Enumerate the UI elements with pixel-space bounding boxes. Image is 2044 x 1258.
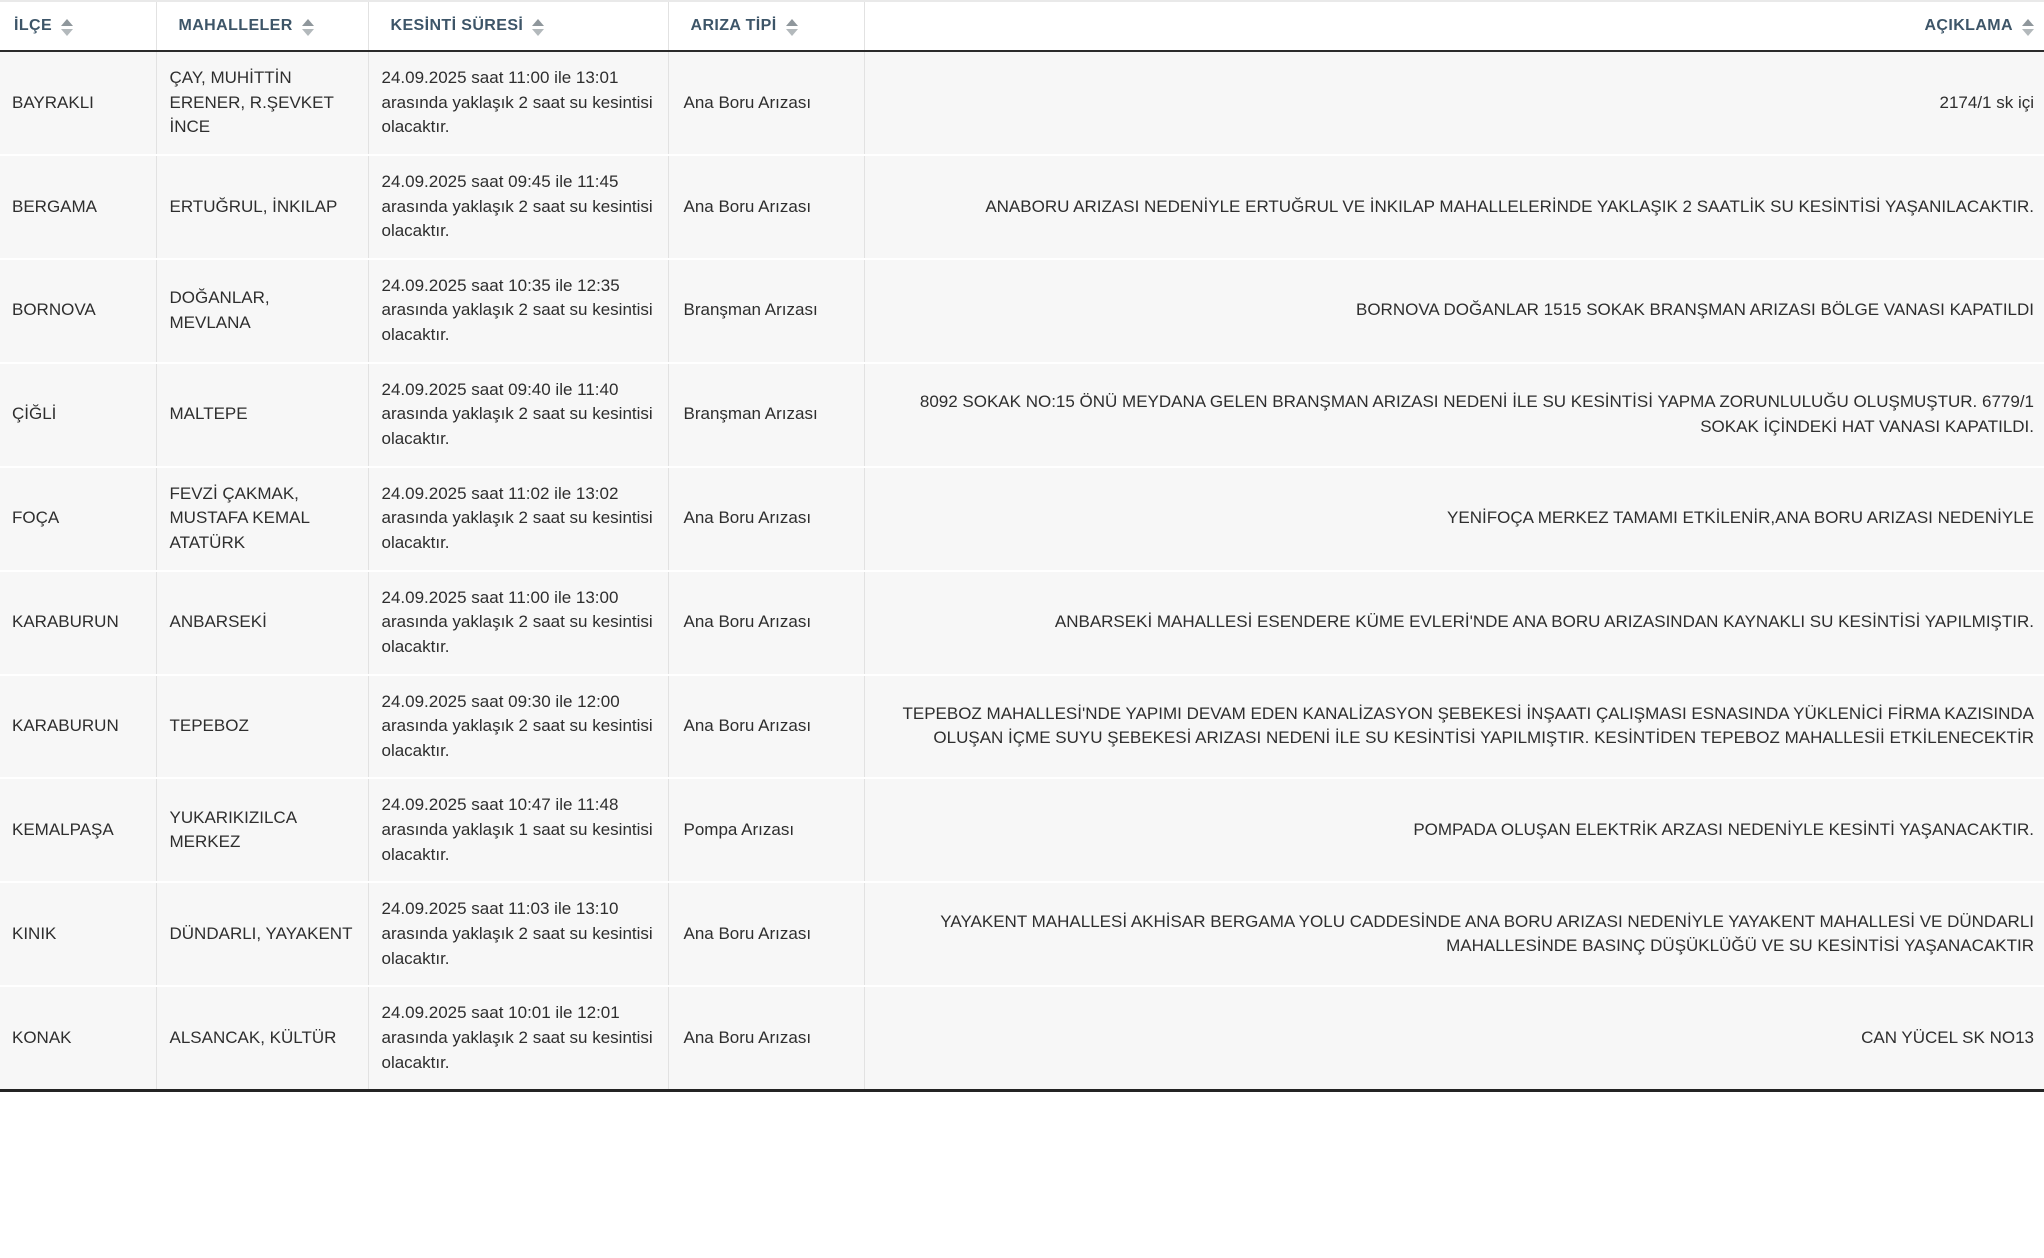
table-row	[0, 571, 2044, 675]
table-row	[0, 363, 2044, 467]
table-row	[0, 155, 2044, 259]
column-header-mahalleler-label: MAHALLELER	[178, 17, 293, 34]
header-row	[0, 1, 2044, 51]
column-header-ariza-tipi-label: ARIZA TİPİ	[690, 17, 777, 34]
sort-arrows-icon	[61, 19, 73, 36]
cell-aciklama: POMPADA OLUŞAN ELEKTRİK ARZASI NEDENİYLE KESİNTİ YAŞANACAKTIR.	[864, 778, 2044, 882]
cell-aciklama: ANABORU ARIZASI NEDENİYLE ERTUĞRUL VE İNKILAP MAHALLELERİNDE YAKLAŞIK 2 SAATLİK SU KESİNTİSİ YAŞANILACAKTIR.	[864, 155, 2044, 259]
cell-ariza-tipi: Ana Boru Arızası	[668, 467, 864, 571]
cell-kesinti-suresi: 24.09.2025 saat 11:00 ile 13:01 arasında yaklaşık 2 saat su kesintisi olacaktır.	[368, 51, 668, 155]
cell-aciklama: ANBARSEKİ MAHALLESİ ESENDERE KÜME EVLERİ'NDE ANA BORU ARIZASINDAN KAYNAKLI SU KESİNTİSİ YAPILMIŞTIR.	[864, 571, 2044, 675]
cell-aciklama: 8092 SOKAK NO:15 ÖNÜ MEYDANA GELEN BRANŞMAN ARIZASI NEDENİ İLE SU KESİNTİSİ YAPMA ZORUNLULUĞU OLUŞMUŞTUR. 6779/1 SOKAK İÇİNDEKİ HAT VANASI KAPATILDI.	[864, 363, 2044, 467]
column-header-aciklama[interactable]	[864, 1, 2044, 51]
column-header-kesinti-suresi-label: KESİNTİ SÜRESİ	[390, 17, 524, 34]
cell-mahalleler: DOĞANLAR, MEVLANA	[156, 259, 368, 363]
cell-ariza-tipi: Pompa Arızası	[668, 778, 864, 882]
sort-arrows-icon	[786, 19, 798, 36]
cell-ilce: KEMALPAŞA	[0, 778, 156, 882]
cell-aciklama: YAYAKENT MAHALLESİ AKHİSAR BERGAMA YOLU CADDESİNDE ANA BORU ARIZASI NEDENİYLE YAYAKENT MAHALLESİ VE DÜNDARLI MAHALLESİNDE BASINÇ DÜŞÜKLÜĞÜ VE SU KESİNTİSİ YAŞANACAKTIR	[864, 882, 2044, 986]
cell-aciklama: BORNOVA DOĞANLAR 1515 SOKAK BRANŞMAN ARIZASI BÖLGE VANASI KAPATILDI	[864, 259, 2044, 363]
cell-mahalleler: ALSANCAK, KÜLTÜR	[156, 986, 368, 1090]
cell-mahalleler: ANBARSEKİ	[156, 571, 368, 675]
table-header	[0, 1, 2044, 51]
column-header-ilce[interactable]	[0, 1, 156, 51]
cell-kesinti-suresi: 24.09.2025 saat 11:00 ile 13:00 arasında yaklaşık 2 saat su kesintisi olacaktır.	[368, 571, 668, 675]
table-row	[0, 778, 2044, 882]
cell-ariza-tipi: Ana Boru Arızası	[668, 571, 864, 675]
cell-aciklama: TEPEBOZ MAHALLESİ'NDE YAPIMI DEVAM EDEN KANALİZASYON ŞEBEKESİ İNŞAATI ÇALIŞMASI ESNASINDA YÜKLENİCİ FİRMA KAZISINDA OLUŞAN İÇME SUYU ŞEBEKESİ ARIZASI NEDENİ İLE SU KESİNTİSİ YAPILMIŞTIR. KESİNTİDEN TEPEBOZ MAHALLESİİ ETKİLENECEKTİR	[864, 675, 2044, 779]
cell-ilce: BAYRAKLI	[0, 51, 156, 155]
cell-mahalleler: YUKARIKIZILCA MERKEZ	[156, 778, 368, 882]
cell-ariza-tipi: Branşman Arızası	[668, 259, 864, 363]
cell-ilce: BERGAMA	[0, 155, 156, 259]
column-header-ariza-tipi[interactable]	[668, 1, 864, 51]
cell-ilce: KINIK	[0, 882, 156, 986]
cell-mahalleler: ERTUĞRUL, İNKILAP	[156, 155, 368, 259]
cell-kesinti-suresi: 24.09.2025 saat 11:03 ile 13:10 arasında yaklaşık 2 saat su kesintisi olacaktır.	[368, 882, 668, 986]
cell-aciklama: CAN YÜCEL SK NO13	[864, 986, 2044, 1090]
outage-table-body	[0, 51, 2044, 1091]
cell-ilce: FOÇA	[0, 467, 156, 571]
cell-mahalleler: TEPEBOZ	[156, 675, 368, 779]
cell-mahalleler: ÇAY, MUHİTTİN ERENER, R.ŞEVKET İNCE	[156, 51, 368, 155]
cell-ariza-tipi: Ana Boru Arızası	[668, 675, 864, 779]
cell-mahalleler: MALTEPE	[156, 363, 368, 467]
cell-aciklama: 2174/1 sk içi	[864, 51, 2044, 155]
cell-kesinti-suresi: 24.09.2025 saat 11:02 ile 13:02 arasında yaklaşık 2 saat su kesintisi olacaktır.	[368, 467, 668, 571]
cell-ilce: ÇİĞLİ	[0, 363, 156, 467]
cell-kesinti-suresi: 24.09.2025 saat 09:30 ile 12:00 arasında yaklaşık 2 saat su kesintisi olacaktır.	[368, 675, 668, 779]
cell-ariza-tipi: Ana Boru Arızası	[668, 986, 864, 1090]
cell-mahalleler: DÜNDARLI, YAYAKENT	[156, 882, 368, 986]
cell-ariza-tipi: Branşman Arızası	[668, 363, 864, 467]
table-row	[0, 986, 2044, 1090]
cell-kesinti-suresi: 24.09.2025 saat 10:47 ile 11:48 arasında yaklaşık 1 saat su kesintisi olacaktır.	[368, 778, 668, 882]
sort-arrows-icon	[302, 19, 314, 36]
cell-kesinti-suresi: 24.09.2025 saat 09:40 ile 11:40 arasında yaklaşık 2 saat su kesintisi olacaktır.	[368, 363, 668, 467]
cell-ilce: KARABURUN	[0, 675, 156, 779]
column-header-mahalleler[interactable]	[156, 1, 368, 51]
sort-arrows-icon	[532, 19, 544, 36]
cell-kesinti-suresi: 24.09.2025 saat 09:45 ile 11:45 arasında yaklaşık 2 saat su kesintisi olacaktır.	[368, 155, 668, 259]
table-row	[0, 675, 2044, 779]
cell-ilce: KARABURUN	[0, 571, 156, 675]
column-header-ilce-label: İLÇE	[14, 17, 53, 34]
cell-ariza-tipi: Ana Boru Arızası	[668, 155, 864, 259]
cell-ilce: BORNOVA	[0, 259, 156, 363]
column-header-aciklama-label: AÇIKLAMA	[1924, 17, 2013, 34]
cell-mahalleler: FEVZİ ÇAKMAK, MUSTAFA KEMAL ATATÜRK	[156, 467, 368, 571]
cell-ariza-tipi: Ana Boru Arızası	[668, 882, 864, 986]
table-row	[0, 51, 2044, 155]
column-header-kesinti-suresi[interactable]	[368, 1, 668, 51]
sort-arrows-icon	[2022, 19, 2034, 36]
cell-ariza-tipi: Ana Boru Arızası	[668, 51, 864, 155]
cell-aciklama: YENİFOÇA MERKEZ TAMAMI ETKİLENİR,ANA BORU ARIZASI NEDENİYLE	[864, 467, 2044, 571]
cell-kesinti-suresi: 24.09.2025 saat 10:01 ile 12:01 arasında yaklaşık 2 saat su kesintisi olacaktır.	[368, 986, 668, 1090]
table-row	[0, 467, 2044, 571]
cell-ilce: KONAK	[0, 986, 156, 1090]
table-row	[0, 259, 2044, 363]
cell-kesinti-suresi: 24.09.2025 saat 10:35 ile 12:35 arasında yaklaşık 2 saat su kesintisi olacaktır.	[368, 259, 668, 363]
table-row	[0, 882, 2044, 986]
